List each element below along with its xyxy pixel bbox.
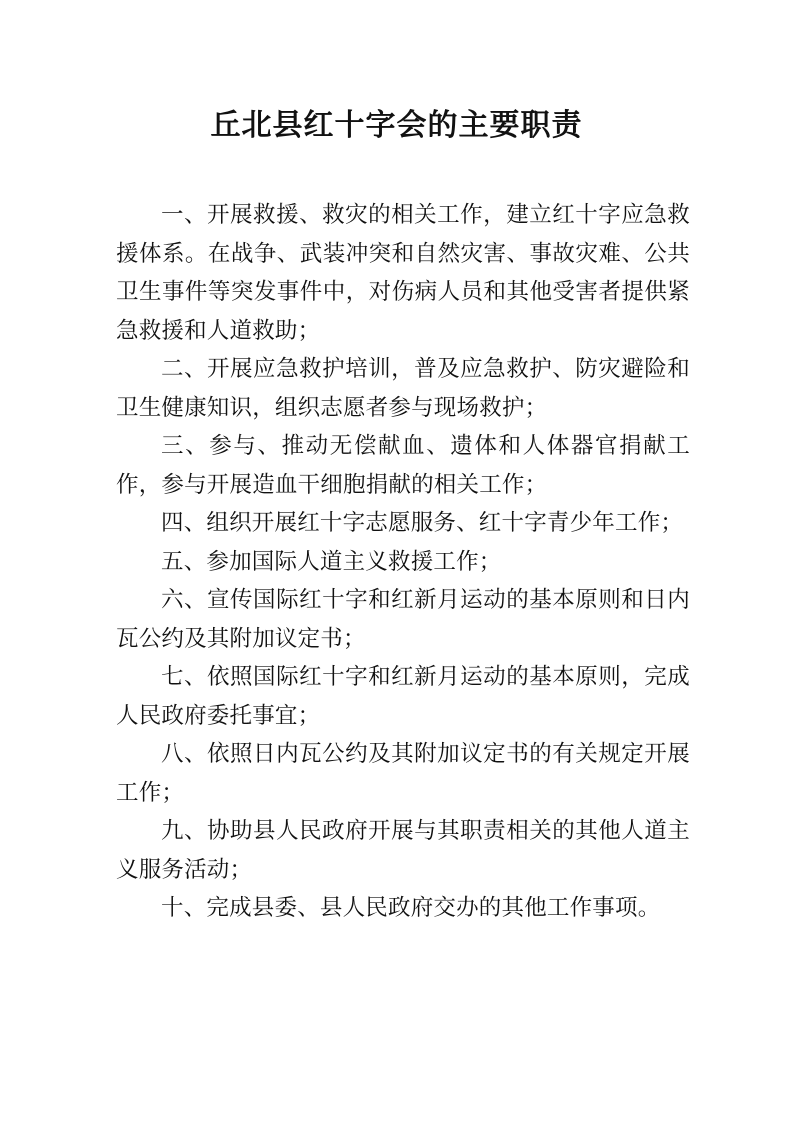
paragraph-duty-10: 十、完成县委、县人民政府交办的其他工作事项。: [161, 895, 661, 921]
paragraph-duty-8: 八、依照日内瓦公约及其附加议定书的有关规定开展工作；: [116, 741, 690, 806]
paragraph-duty-1: 一、开展救援、救灾的相关工作，建立红十字应急救援体系。在战争、武装冲突和自然灾害、事故灾难、公共卫生事件等突发事件中，对伤病人员和其他受害者提供紧急救援和人道救助；: [116, 202, 690, 344]
page-title: 丘北县红十字会的主要职责: [210, 108, 583, 143]
paragraph-duty-2: 二、开展应急救护培训，普及应急救护、防灾避险和卫生健康知识，组织志愿者参与现场救护；: [116, 356, 690, 421]
paragraph-duty-7: 七、依照国际红十字和红新月运动的基本原则，完成人民政府委托事宜；: [116, 664, 690, 729]
paragraph-duty-9: 九、协助县人民政府开展与其职责相关的其他人道主义服务活动；: [116, 818, 690, 883]
paragraph-duty-5: 五、参加国际人道主义救援工作；: [161, 548, 502, 575]
paragraph-duty-6: 六、宣传国际红十字和红新月运动的基本原则和日内瓦公约及其附加议定书；: [116, 587, 690, 652]
paragraph-duty-4: 四、组织开展红十字志愿服务、红十字青少年工作；: [161, 510, 684, 536]
paragraph-duty-3: 三、参与、推动无偿献血、遗体和人体器官捐献工作，参与开展造血干细胞捐献的相关工作；: [116, 433, 690, 498]
document-body: [116, 196, 690, 928]
